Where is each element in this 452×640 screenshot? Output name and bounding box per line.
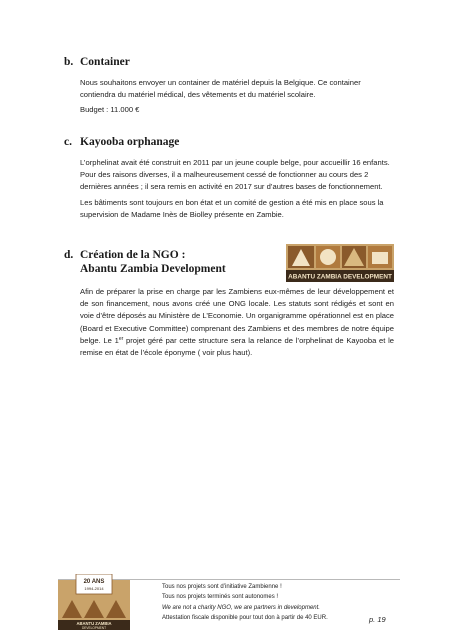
footer-line: Tous nos projets terminés sont autonomes ! [162,593,279,600]
heading-title-line2: Abantu Zambia Development [80,263,226,275]
heading-title-line1: Création de la NGO : [80,249,186,261]
footer-logo-line3: ABANTU ZAMBIA [76,621,112,626]
heading-title: Container [80,56,130,68]
footer-line: Attestation fiscale disponible pour tout don à partir de 40 EUR. [162,614,328,621]
logo-text: ABANTU ZAMBIA DEVELOPMENT [288,273,392,281]
paragraph: L’orphelinat avait été construit en 2011 par un jeune couple belge, pour accueillir 16 enfants. Pour des raisons diverses, il a malheureusement cessé de fonctionner au cours des 2 dernières années ; il sera remis en activité en 2017 sur d’autres bases de fonctionnement. [80,158,390,192]
paragraph [80,286,394,359]
footer-logo [58,574,130,630]
section-heading-b [64,55,394,69]
paragraph-text: Afin de préparer la prise en charge par les Zambiens eux-mêmes de leur développement et de son financement, nous avons créé une ONG locale. Les statuts sont rédigés et sont en voie d’être déposés au Ministère de L’Economie. Un organigramme opérationnel est en place (Board et Executive Committee) comprenant des Zambiens et des membres de notre équipe belge. Le 1 [80,287,394,345]
section-heading-c [64,135,394,149]
heading-title: Kayooba orphanage [80,136,180,148]
paragraph: Nous souhaitons envoyer un container de matériel depuis la Belgique. Ce container contiendra du matériel médical, des vêtements et du matériel scolaire. [80,78,361,100]
heading-letter: c. [64,136,72,148]
budget-line: Budget : 11.000 € [80,105,140,115]
section-kayooba-orphanage [64,135,394,224]
section-container [64,55,394,120]
page-number: p. 19 [369,615,386,624]
footer-line: We are not a charity NGO, we are partners in development. [162,605,320,612]
section-body [80,157,394,221]
heading-letter: b. [64,56,74,68]
superscript: er [118,335,124,342]
section-body [80,77,394,117]
paragraph-text-cont: projet géré par cette structure sera la relance de l’orphelinat de Kayooba et le remise en état de l’école éponyme ( voir plus haut). [80,335,394,358]
footer-logo-line1: 20 ANS [83,579,105,585]
abantu-logo [286,244,394,282]
footer-line: Tous nos projets sont d’initiative Zambienne ! [162,584,282,590]
section-body [80,286,394,359]
heading-letter: d. [64,249,74,261]
paragraph: Les bâtiments sont toujours en bon état et un comité de gestion a été mis en place sous la supervision de Madame Inès de Biolley présente en Zambie. [80,197,384,219]
footer-text [162,583,382,623]
footer-logo-line2: 1994-2014 [84,586,104,591]
footer-logo-line4: DEVELOPMENT [81,626,107,630]
